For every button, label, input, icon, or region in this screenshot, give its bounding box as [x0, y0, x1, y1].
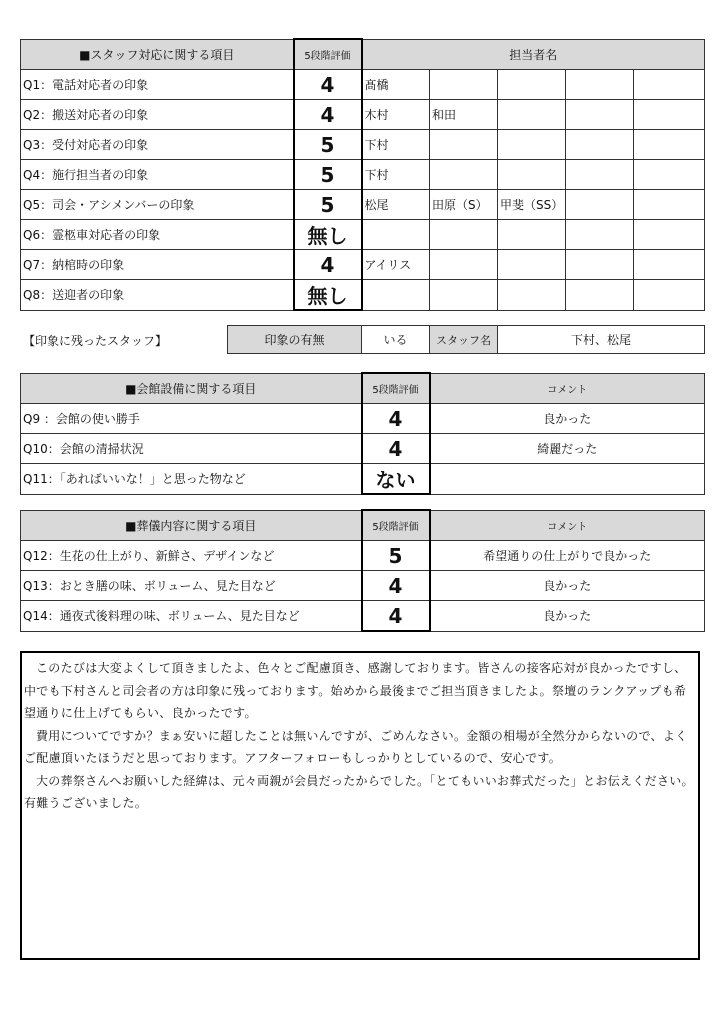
table-row: [21, 541, 705, 571]
staff-name: [498, 280, 566, 311]
table-row: [21, 70, 705, 100]
score-value: 4: [362, 404, 430, 434]
staff-name: [566, 250, 634, 280]
staff-name: 木村: [362, 100, 430, 130]
staff-name: [566, 100, 634, 130]
funeral-header-comment: コメント: [430, 510, 705, 541]
staff-name: [634, 220, 705, 250]
staff-name: [566, 220, 634, 250]
staff-header-row: [21, 39, 705, 70]
score-value: 5: [362, 541, 430, 571]
question-label: Q8：送迎者の印象: [21, 280, 294, 311]
staff-name: [498, 130, 566, 160]
table-row: [21, 601, 705, 632]
staff-header-rating: 5段階評価: [294, 39, 362, 70]
staff-name: 田原（S）: [430, 190, 498, 220]
staff-name: [430, 220, 498, 250]
question-label: Q12：生花の仕上がり、新鮮さ、デザインなど: [21, 541, 362, 571]
score-value: 4: [362, 601, 430, 632]
score-value: 無し: [294, 220, 362, 250]
question-label: Q3：受付対応者の印象: [21, 130, 294, 160]
question-label: Q1：電話対応者の印象: [21, 70, 294, 100]
table-row: [21, 464, 705, 495]
staff-name: [566, 130, 634, 160]
table-row: [21, 100, 705, 130]
score-value: 4: [362, 571, 430, 601]
comment-value: 良かった: [430, 571, 705, 601]
funeral-header-rating: 5段階評価: [362, 510, 430, 541]
score-value: 4: [294, 100, 362, 130]
facility-header-rating: 5段階評価: [362, 373, 430, 404]
staff-header-names: 担当者名: [362, 39, 705, 70]
facility-header-row: [21, 373, 705, 404]
table-row: [21, 160, 705, 190]
table-row: [21, 571, 705, 601]
staff-name-value: 下村、松尾: [498, 326, 705, 354]
staff-name: [498, 160, 566, 190]
staff-name: [430, 280, 498, 311]
funeral-evaluation-table: [20, 509, 705, 632]
comment-value: 希望通りの仕上がりで良かった: [430, 541, 705, 571]
score-value: 4: [294, 70, 362, 100]
score-value: 4: [294, 250, 362, 280]
staff-name: [634, 250, 705, 280]
score-value: 5: [294, 160, 362, 190]
question-label: Q2：搬送対応者の印象: [21, 100, 294, 130]
facility-evaluation-table: [20, 372, 705, 495]
presence-label: 印象の有無: [228, 326, 362, 354]
score-value: ない: [362, 464, 430, 495]
staff-name: [634, 70, 705, 100]
table-row: [21, 434, 705, 464]
staff-name: [498, 220, 566, 250]
staff-name: [430, 130, 498, 160]
question-label: Q13：おとき膳の味、ボリューム、見た目など: [21, 571, 362, 601]
comment-paragraph: 費用についてですか？まぁ安いに超したことは無いんですが、ごめんなさい。金額の相場が全然分からないので、よくご配慮頂いたほうだと思っております。アフターフォローもしっかりとしているので、安心です。: [24, 728, 688, 765]
staff-name: [566, 70, 634, 100]
staff-name: [566, 160, 634, 190]
table-row: [21, 404, 705, 434]
staff-name: 下村: [362, 160, 430, 190]
table-row: [21, 190, 705, 220]
staff-name: [634, 190, 705, 220]
staff-name: [634, 160, 705, 190]
staff-name: アイリス: [362, 250, 430, 280]
question-label: Q5：司会・アシメンバーの印象: [21, 190, 294, 220]
staff-name: [634, 130, 705, 160]
staff-name: 松尾: [362, 190, 430, 220]
staff-name: [498, 250, 566, 280]
question-label: Q10：会館の清掃状況: [21, 434, 362, 464]
staff-name: [362, 280, 430, 311]
question-label: Q11：「あればいいな！」と思った物など: [21, 464, 362, 495]
question-label: Q9 ：会館の使い勝手: [21, 404, 362, 434]
score-value: 5: [294, 130, 362, 160]
impression-label: 【印象に残ったスタッフ】: [23, 334, 168, 348]
impression-table: [227, 325, 705, 354]
staff-name: [430, 160, 498, 190]
table-row: [21, 220, 705, 250]
comment-paragraph: このたびは大変よくして頂きましたよ、色々とご配慮頂き、感謝しております。皆さんの接客応対が良かったですし、中でも下村さんと司会者の方は印象に残っております。始めから最後までご担当頂きましたよ。祭壇のランクアップも希望通りに仕上げてもらい、良かったです。: [24, 661, 687, 720]
score-value: 5: [294, 190, 362, 220]
comment-value: 良かった: [430, 404, 705, 434]
facility-header-comment: コメント: [430, 373, 705, 404]
comment-value: [430, 464, 705, 495]
staff-name-label: スタッフ名: [430, 326, 498, 354]
score-value: 無し: [294, 280, 362, 311]
question-label: Q4：施行担当者の印象: [21, 160, 294, 190]
comment-paragraph: 大の葬祭さんへお願いした経緯は、元々両親が会員だったからでした。「とてもいいお葬式だった」とお伝えください。有難うございました。: [24, 773, 694, 810]
question-label: Q7：納棺時の印象: [21, 250, 294, 280]
staff-name: [430, 70, 498, 100]
staff-name: [362, 220, 430, 250]
staff-name: [430, 250, 498, 280]
staff-evaluation-table: [20, 38, 705, 311]
facility-header-item: ■会館設備に関する項目: [21, 373, 362, 404]
staff-name: 和田: [430, 100, 498, 130]
staff-name: 下村: [362, 130, 430, 160]
comment-value: 綺麗だった: [430, 434, 705, 464]
staff-name: [498, 70, 566, 100]
free-comment-box: [20, 651, 700, 960]
funeral-header-item: ■葬儀内容に関する項目: [21, 510, 362, 541]
staff-name: 甲斐（SS）: [498, 190, 566, 220]
presence-value: いる: [362, 326, 430, 354]
staff-name: [634, 100, 705, 130]
funeral-header-row: [21, 510, 705, 541]
staff-name: [498, 100, 566, 130]
staff-name: [566, 280, 634, 311]
comment-value: 良かった: [430, 601, 705, 632]
question-label: Q14：通夜式後料理の味、ボリューム、見た目など: [21, 601, 362, 632]
table-row: [228, 326, 705, 354]
score-value: 4: [362, 434, 430, 464]
table-row: [21, 250, 705, 280]
question-label: Q6：霊柩車対応者の印象: [21, 220, 294, 250]
staff-header-item: ■スタッフ対応に関する項目: [21, 39, 294, 70]
staff-name: [634, 280, 705, 311]
table-row: [21, 280, 705, 311]
table-row: [21, 130, 705, 160]
staff-name: [566, 190, 634, 220]
staff-name: 髙橋: [362, 70, 430, 100]
